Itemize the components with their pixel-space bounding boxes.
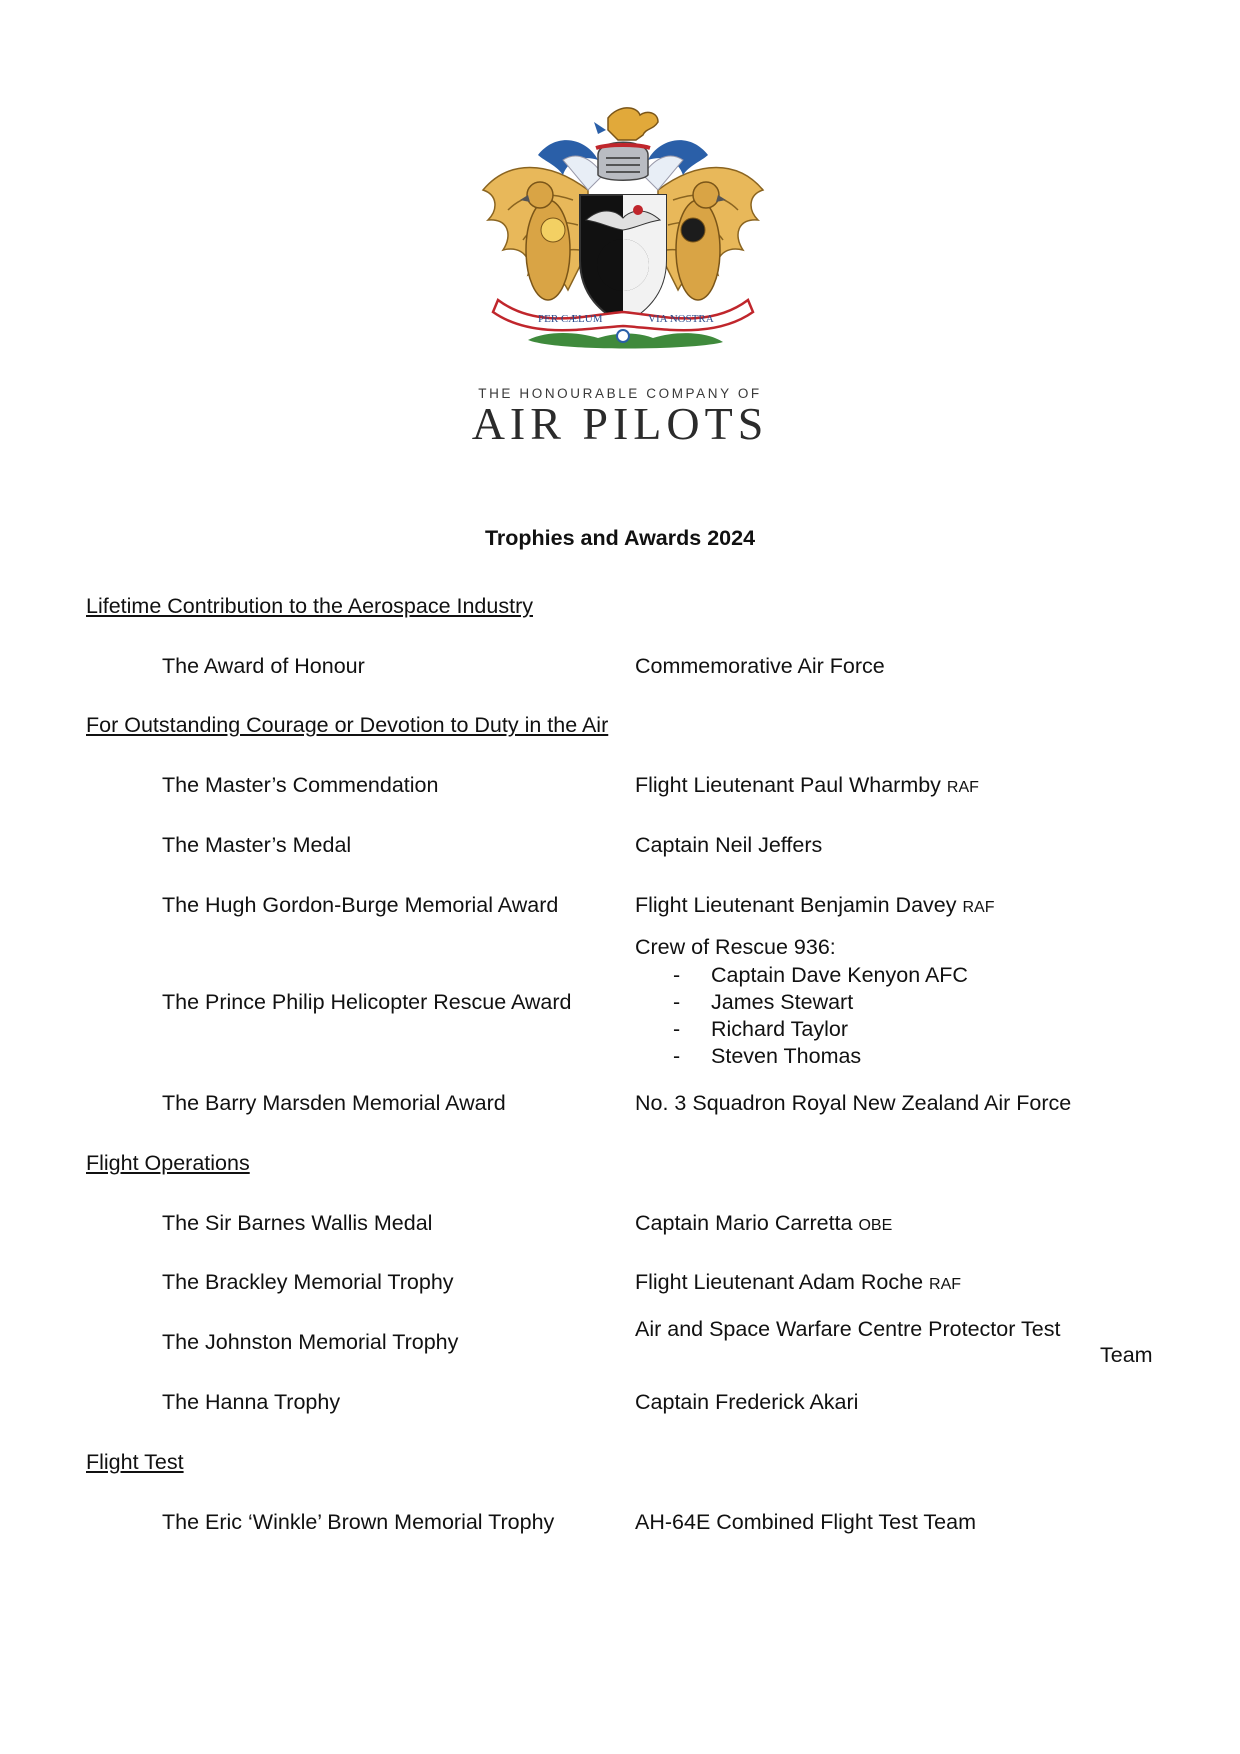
document-title: Trophies and Awards 2024 [484, 526, 756, 550]
recipient-post-nominal: RAF [929, 1276, 962, 1293]
motto-right: VIA NOSTRA [648, 313, 714, 325]
award-recipient: Captain Neil Jeffers [635, 833, 823, 857]
award-name: The Prince Philip Helicopter Rescue Award [162, 990, 572, 1014]
section-heading-courage-devotion: For Outstanding Courage or Devotion to Duty in the Air [86, 713, 609, 737]
list-item: - Steven Thomas [673, 1044, 862, 1068]
award-recipient [635, 893, 994, 918]
award-name: The Eric ‘Winkle’ Brown Memorial Trophy [162, 1510, 555, 1534]
award-name: The Johnston Memorial Trophy [162, 1330, 459, 1354]
award-recipient: No. 3 Squadron Royal New Zealand Air Force [635, 1091, 1072, 1115]
crew-list [635, 962, 968, 1070]
recipient-name: Flight Lieutenant Adam Roche [635, 1270, 924, 1294]
list-item: - Richard Taylor [673, 1017, 849, 1041]
section-heading-flight-operations: Flight Operations [86, 1151, 250, 1175]
award-recipient-continued: Team [1100, 1343, 1153, 1367]
award-recipient: Commemorative Air Force [635, 654, 885, 678]
recipient-post-nominal: OBE [858, 1217, 893, 1234]
award-name: The Award of Honour [162, 654, 365, 678]
recipient-post-nominal: RAF [946, 779, 979, 796]
award-name: The Hugh Gordon-Burge Memorial Award [162, 893, 559, 917]
list-bullet: - [673, 1044, 681, 1068]
section-heading-flight-test: Flight Test [86, 1450, 184, 1474]
list-item: - Captain Dave Kenyon AFC [673, 963, 968, 987]
motto-left: PER CÆLUM [538, 313, 603, 325]
award-recipient: Air and Space Warfare Centre Protector Test [635, 1317, 1061, 1341]
org-name-large: AIR PILOTS [471, 398, 769, 449]
award-name: The Master’s Commendation [162, 773, 439, 797]
recipient-name: Captain Mario Carretta [635, 1211, 853, 1235]
award-name: The Brackley Memorial Trophy [162, 1270, 454, 1294]
award-recipient [635, 773, 979, 798]
list-bullet: - [673, 963, 681, 987]
award-recipient [635, 1211, 892, 1236]
recipient-name: Flight Lieutenant Benjamin Davey [635, 893, 957, 917]
list-item: - James Stewart [673, 990, 854, 1014]
list-bullet: - [673, 990, 681, 1014]
coat-of-arms-logo [468, 100, 778, 365]
award-recipient: AH-64E Combined Flight Test Team [635, 1510, 976, 1534]
award-recipient [635, 1270, 961, 1295]
award-name: The Hanna Trophy [162, 1390, 341, 1414]
recipient-name: Flight Lieutenant Paul Wharmby [635, 773, 941, 797]
recipient-post-nominal: RAF [962, 899, 995, 916]
award-name: The Sir Barnes Wallis Medal [162, 1211, 433, 1235]
award-name: The Master’s Medal [162, 833, 352, 857]
list-bullet: - [673, 1017, 681, 1041]
award-recipient: Crew of Rescue 936: [635, 935, 836, 959]
org-name-small: THE HONOURABLE COMPANY OF [478, 386, 762, 401]
section-heading-lifetime-contribution: Lifetime Contribution to the Aerospace Industry [86, 594, 533, 618]
award-name: The Barry Marsden Memorial Award [162, 1091, 506, 1115]
award-recipient: Captain Frederick Akari [635, 1390, 859, 1414]
